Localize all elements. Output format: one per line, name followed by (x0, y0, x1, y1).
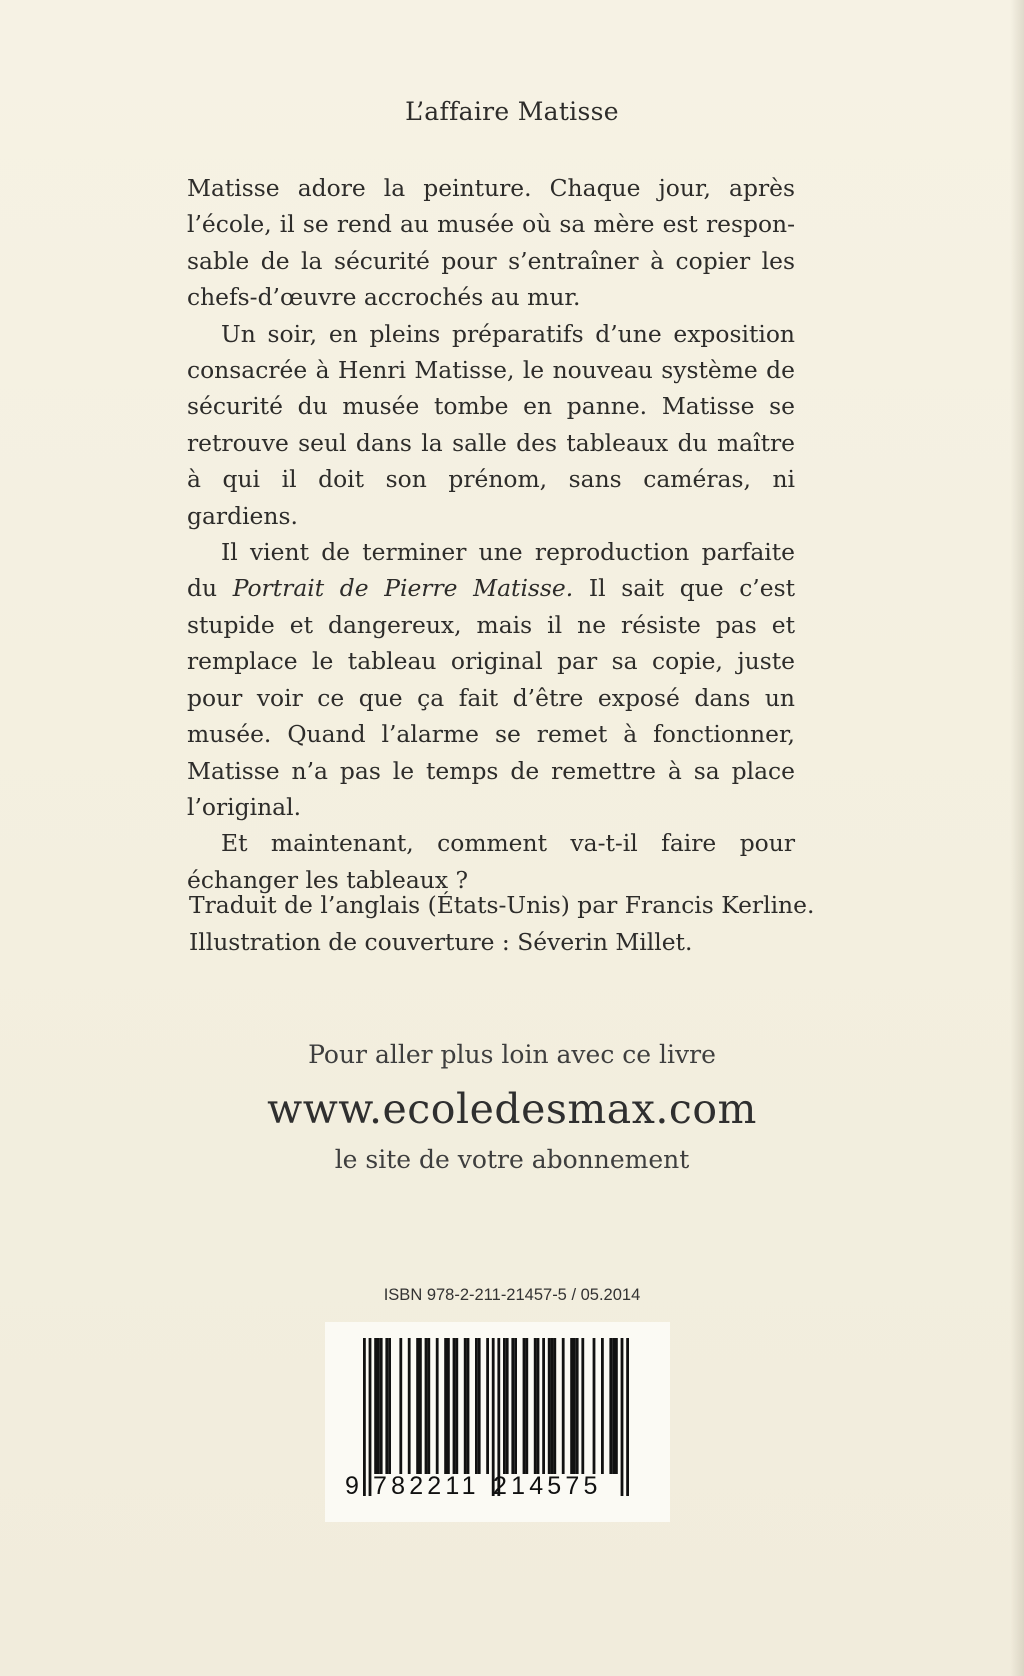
promo-line: Pour aller plus loin avec ce livre (308, 1040, 716, 1069)
barcode-bar (506, 1338, 509, 1474)
cover-edge-shadow (1010, 0, 1024, 1676)
promo-block (0, 1040, 1024, 1174)
barcode-bar (542, 1338, 545, 1474)
barcode-bar (551, 1338, 554, 1474)
barcode-right-group: 214575 (493, 1472, 602, 1500)
synopsis-paragraph-3 (187, 534, 795, 825)
barcode-bar (444, 1338, 447, 1474)
barcode-bar (385, 1338, 388, 1474)
barcode-bar (503, 1338, 506, 1474)
website-url[interactable]: www.ecoledesmax.com (267, 1085, 757, 1133)
barcode-bar (573, 1338, 576, 1474)
barcode-bar (419, 1338, 422, 1474)
painting-title: Portrait de Pierre Matisse. (232, 574, 574, 603)
barcode-bar (388, 1338, 391, 1474)
barcode-bar (537, 1338, 540, 1474)
barcode (325, 1322, 670, 1522)
barcode-bar (427, 1338, 430, 1474)
isbn-label: ISBN 978-2-211-21457-5 / 05.2014 (383, 1286, 641, 1304)
barcode-bar (416, 1338, 419, 1474)
barcode-bar (548, 1338, 551, 1474)
barcode-bar (374, 1338, 377, 1474)
barcode-bar (562, 1338, 565, 1474)
barcode-bar (593, 1338, 596, 1474)
barcode-bar (601, 1338, 604, 1474)
barcode-bar (380, 1338, 383, 1474)
barcode-bar (377, 1338, 380, 1474)
barcode-bar (425, 1338, 428, 1474)
barcode-bar (525, 1338, 528, 1474)
barcode-first-digit: 9 (345, 1472, 359, 1500)
barcode-bar (453, 1338, 456, 1474)
synopsis-paragraph-4: Et maintenant, comment va-t-il faire pour échanger les tableaux ? (187, 829, 795, 894)
barcode-bar (609, 1338, 612, 1474)
credits (189, 887, 829, 961)
barcode-bar (612, 1338, 615, 1474)
synopsis-p3-text-start: Il vient de terminer une reproduction parfaite du (187, 538, 795, 603)
barcode-bar (399, 1338, 402, 1474)
barcode-bar (464, 1338, 467, 1474)
barcode-bar (581, 1338, 584, 1474)
barcode-bar (576, 1338, 579, 1474)
barcode-bar (478, 1338, 481, 1474)
barcode-bar (436, 1338, 439, 1474)
barcode-bar (467, 1338, 470, 1474)
barcode-bar (514, 1338, 517, 1474)
barcode-left-group: 782211 (373, 1472, 480, 1500)
barcode-bar (615, 1338, 618, 1474)
barcode-bar (455, 1338, 458, 1474)
barcode-bar (511, 1338, 514, 1474)
barcode-bar (523, 1338, 526, 1474)
barcode-bar (486, 1338, 489, 1474)
synopsis-paragraph-2: Un soir, en pleins préparatifs d’une exposition consacrée à Henri Matisse, le nouveau système de sécurité du musée tombe en panne. Matisse se retrouve seul dans la salle des tableaux du maître à qui il doit son prénom, sans caméras, ni gardiens. (187, 319, 795, 530)
illustrator-credit: Illustration de couverture : Séverin Millet. (189, 928, 693, 956)
barcode-bar (447, 1338, 450, 1474)
synopsis-paragraph-1: Matisse adore la peinture. Chaque jour, après l’école, il se rend au musée où sa mère est responsable de la sécurité pour s’entraîner à copier les chefs-d’œuvre accrochés au mur. (187, 174, 795, 312)
barcode-bar (570, 1338, 573, 1474)
barcode-bar (534, 1338, 537, 1474)
barcode-digits (325, 1472, 670, 1506)
book-title: L’affaire Matisse (405, 97, 619, 126)
translator-credit: Traduit de l’anglais (États-Unis) par Francis Kerline. (189, 891, 815, 919)
synopsis-p3-text-end: Il sait que c’est stupide et dangereux, mais il ne résiste pas et remplace le tableau original par sa copie, juste pour voir ce que ça fait d’être exposé dans un musée. Quand l’alarme se remet à fonctionner, Matisse n’a pas le temps de remettre à sa place l’original. (187, 574, 795, 821)
barcode-bar (553, 1338, 556, 1474)
synopsis (187, 170, 795, 898)
barcode-bar (475, 1338, 478, 1474)
promo-subline: le site de votre abonnement (334, 1145, 690, 1174)
barcode-bar (408, 1338, 411, 1474)
